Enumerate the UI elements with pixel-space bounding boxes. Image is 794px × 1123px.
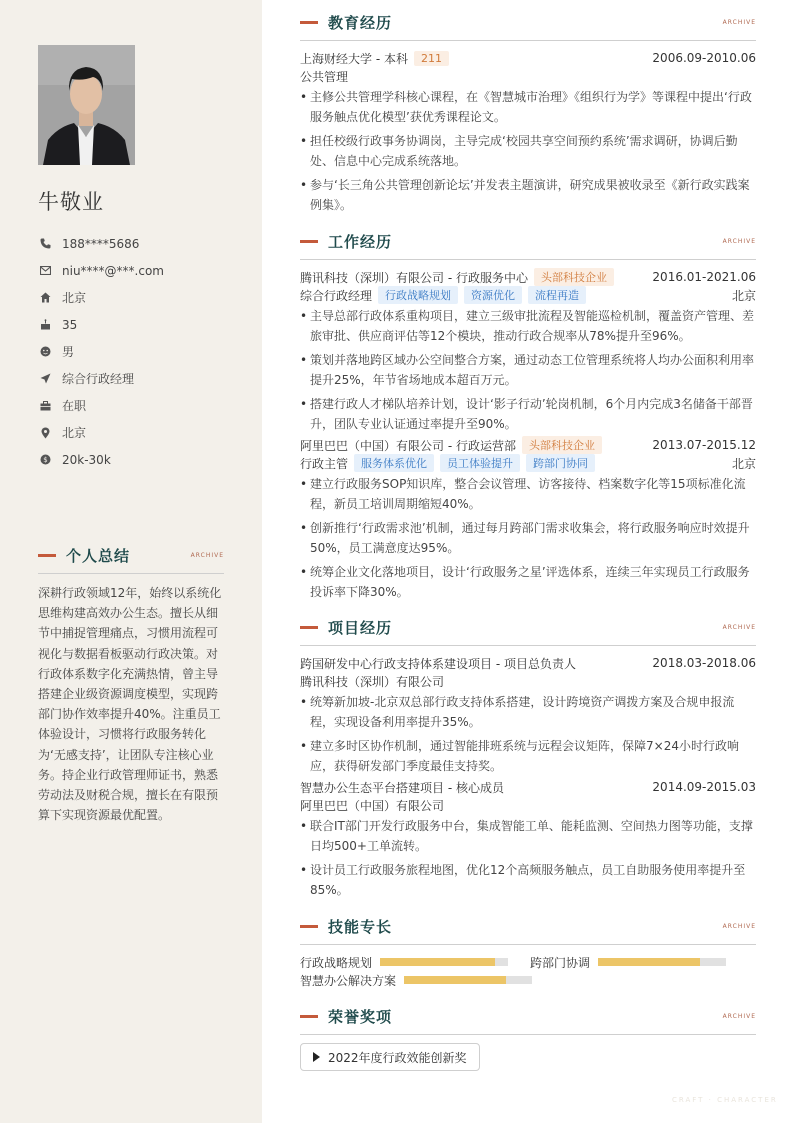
awards-section [300, 1006, 756, 1071]
project-head [300, 654, 756, 672]
summary-archive-label: ARCHIVE [190, 551, 224, 559]
skills-row [300, 953, 756, 971]
summary-title: 个人总结 [66, 546, 131, 565]
contact-gender [38, 338, 238, 365]
contact-location [38, 419, 238, 446]
contact-email [38, 257, 238, 284]
skill-tag: 资源优化 [464, 286, 522, 304]
job-period: 2013.07-2015.12 [652, 438, 756, 452]
job-entry [300, 436, 756, 602]
education-title: 教育经历 [328, 13, 393, 32]
skill-label: 行政战略规划 [300, 955, 373, 970]
contact-position-text: 综合行政经理 [62, 372, 135, 386]
project-period: 2018.03-2018.06 [652, 656, 756, 670]
skills-section [300, 916, 756, 989]
contact-email-text: niu****@***.com [62, 263, 164, 278]
company-tag: 头部科技企业 [522, 436, 602, 454]
job-bullets [300, 306, 756, 434]
award-label: 2022年度行政效能创新奖 [328, 1050, 467, 1065]
contact-location-text: 北京 [62, 426, 87, 440]
company-tag: 头部科技企业 [534, 268, 614, 286]
job-role: 行政主管 [300, 456, 349, 471]
candidate-name: 牛敬业 [38, 190, 104, 214]
list-item: • 主修公共管理学科核心课程，在《智慧城市治理》《组织行为学》等课程中提出‘行政服务触点优化模型’获优秀课程论文。 [300, 87, 756, 127]
skills-title: 技能专长 [328, 917, 393, 936]
list-item: • 统筹企业文化落地项目，设计‘行政服务之星’评选体系，连续三年实现员工行政服务投诉率下降30%。 [300, 562, 756, 602]
skill-tag: 服务体系优化 [354, 454, 434, 472]
list-item: • 搭建行政人才梯队培养计划，设计‘影子行动’轮岗机制，6个月内完成3名储备干部晋升，团队专业认证通过率提升至90%。 [300, 394, 756, 434]
skill-bar [380, 958, 508, 966]
education-header [300, 12, 756, 32]
education-period: 2006.09-2010.06 [652, 51, 756, 65]
section-accent-bar [38, 554, 56, 557]
section-accent-bar [300, 626, 318, 629]
contact-home-text: 北京 [62, 291, 87, 305]
contact-status [38, 392, 238, 419]
projects-header [300, 617, 756, 637]
gender-icon [38, 345, 52, 359]
list-item: • 建立多时区协作机制，通过智能排班系统与远程会议矩阵，保障7×24小时行政响应，获得研发部门季度最佳支持奖。 [300, 736, 756, 776]
send-icon [38, 372, 52, 386]
salary-icon [38, 453, 52, 467]
play-icon [313, 1052, 320, 1062]
job-head [300, 268, 756, 286]
list-item: • 策划并落地跨区域办公空间整合方案，通过动态工位管理系统将人均办公面积利用率提升25%，年节省场地成本超百万元。 [300, 350, 756, 390]
work-section [300, 231, 756, 606]
education-major: 公共管理 [300, 69, 349, 84]
project-org-row [300, 672, 756, 690]
job-city: 北京 [731, 456, 756, 471]
skill-label: 智慧办公解决方案 [300, 973, 397, 988]
contact-list [38, 230, 238, 473]
skill-tag: 行政战略规划 [378, 286, 458, 304]
work-header [300, 231, 756, 251]
work-title: 工作经历 [328, 232, 393, 251]
email-icon [38, 264, 52, 278]
job-role-row [300, 454, 756, 472]
project-period: 2014.09-2015.03 [652, 780, 756, 794]
contact-salary-text: 20k-30k [62, 452, 111, 467]
education-entry-head [300, 49, 756, 67]
contact-gender-text: 男 [62, 345, 75, 359]
skill-item [300, 954, 508, 971]
contact-salary [38, 446, 238, 473]
project-entry [300, 778, 756, 900]
list-item: • 建立行政服务SOP知识库，整合会议管理、访客接待、档案数字化等15项标准化流程，新员工培训周期缩短40%。 [300, 474, 756, 514]
list-item: • 联合IT部门开发行政服务中台，集成智能工单、能耗监测、空间热力图等功能，支撑日均500+工单流转。 [300, 816, 756, 856]
skill-bar-fill [380, 958, 495, 966]
section-divider [38, 573, 224, 574]
summary-text: 深耕行政领域12年，始终以系统化思维构建高效办公生态。擅长从细节中捕捉管理痛点，习惯用流程可视化与数据看板驱动行政决策。对行政体系数字化充满热情，曾主导搭建企业级资源调度模型，实现跨部门协作效率提升40%。注重员工体验设计，习惯将行政服务转化为‘无感支持’，让团队专注核心业务。持企业行政管理师证书，熟悉劳动法及财税合规，擅长在有限预算下实现资源最优配置。 [38, 586, 222, 823]
list-item: • 担任校级行政事务协调岗，主导完成‘校园共享空间预约系统’需求调研，协调后勤处、信息中心完成系统落地。 [300, 131, 756, 171]
home-icon [38, 291, 52, 305]
section-divider [300, 944, 756, 945]
skill-tag: 跨部门协同 [526, 454, 595, 472]
section-accent-bar [300, 21, 318, 24]
skill-tag: 员工体验提升 [440, 454, 520, 472]
awards-archive-label: ARCHIVE [722, 1012, 756, 1020]
list-item: • 参与‘长三角公共管理创新论坛’并发表主题演讲，研究成果被收录至《新行政实践案例集》。 [300, 175, 756, 215]
school-tag: 211 [414, 51, 449, 66]
awards-header [300, 1006, 756, 1026]
section-divider [300, 40, 756, 41]
svg-text:$: $ [42, 456, 48, 465]
skill-bar-fill [404, 976, 506, 984]
job-head [300, 436, 756, 454]
job-city: 北京 [731, 288, 756, 303]
list-item: • 设计员工行政服务旅程地图，优化12个高频服务触点，员工自助服务使用率提升至85%。 [300, 860, 756, 900]
skills-header [300, 916, 756, 936]
contact-phone [38, 230, 238, 257]
project-name: 跨国研发中心行政支持体系建设项目 - 项目总负责人 [300, 656, 576, 671]
job-role: 综合行政经理 [300, 288, 373, 303]
skill-item [300, 972, 532, 989]
project-org: 腾讯科技（深圳）有限公司 [300, 674, 445, 689]
skill-tag: 流程再造 [528, 286, 586, 304]
education-section [300, 12, 756, 219]
project-bullets [300, 816, 756, 900]
project-entry [300, 654, 756, 776]
award-item[interactable] [300, 1043, 480, 1071]
job-period: 2016.01-2021.06 [652, 270, 756, 284]
section-divider [300, 645, 756, 646]
skills-row [300, 971, 756, 989]
projects-section [300, 617, 756, 904]
projects-title: 项目经历 [328, 618, 393, 637]
summary-header [38, 545, 224, 565]
contact-home [38, 284, 238, 311]
job-role-row [300, 286, 756, 304]
section-divider [300, 259, 756, 260]
job-company: 阿里巴巴（中国）有限公司 - 行政运营部 [300, 438, 516, 453]
education-bullets [300, 87, 756, 215]
skills-archive-label: ARCHIVE [722, 922, 756, 930]
briefcase-icon [38, 399, 52, 413]
project-org-row [300, 796, 756, 814]
skill-bar [404, 976, 532, 984]
school-name: 上海财经大学 - 本科 [300, 51, 408, 66]
list-item: • 统筹新加坡-北京双总部行政支持体系搭建，设计跨境资产调拨方案及合规申报流程，实现设备利用率提升35%。 [300, 692, 756, 732]
contact-position [38, 365, 238, 392]
project-org: 阿里巴巴（中国）有限公司 [300, 798, 445, 813]
list-item: • 主导总部行政体系重构项目，建立三级审批流程及智能巡检机制，覆盖资产管理、差旅审批、供应商评估等12个模块，推动行政合规率从78%提升至96%。 [300, 306, 756, 346]
job-entry [300, 268, 756, 434]
education-major-row [300, 67, 756, 85]
section-accent-bar [300, 925, 318, 928]
project-bullets [300, 692, 756, 776]
skill-bar-fill [598, 958, 700, 966]
job-company: 腾讯科技（深圳）有限公司 - 行政服务中心 [300, 270, 528, 285]
awards-title: 荣誉奖项 [328, 1007, 393, 1026]
skill-bar [598, 958, 726, 966]
education-archive-label: ARCHIVE [722, 18, 756, 26]
location-icon [38, 426, 52, 440]
contact-age [38, 311, 238, 338]
project-head [300, 778, 756, 796]
section-accent-bar [300, 240, 318, 243]
contact-age-text: 35 [62, 317, 78, 332]
project-name: 智慧办公生态平台搭建项目 - 核心成员 [300, 780, 504, 795]
section-accent-bar [300, 1015, 318, 1018]
summary-section [38, 545, 224, 825]
watermark: CRAFT · CHARACTER [672, 1096, 778, 1104]
contact-phone-text: 188****5686 [62, 236, 140, 251]
skill-label: 跨部门协调 [530, 955, 591, 970]
projects-archive-label: ARCHIVE [722, 623, 756, 631]
work-archive-label: ARCHIVE [722, 237, 756, 245]
job-bullets [300, 474, 756, 602]
profile-photo [38, 45, 135, 165]
contact-status-text: 在职 [62, 399, 87, 413]
phone-icon [38, 237, 52, 251]
list-item: • 创新推行‘行政需求池’机制，通过每月跨部门需求收集会，将行政服务响应时效提升50%，员工满意度达95%。 [300, 518, 756, 558]
skill-item [530, 954, 726, 971]
cake-icon [38, 318, 52, 332]
section-divider [300, 1034, 756, 1035]
